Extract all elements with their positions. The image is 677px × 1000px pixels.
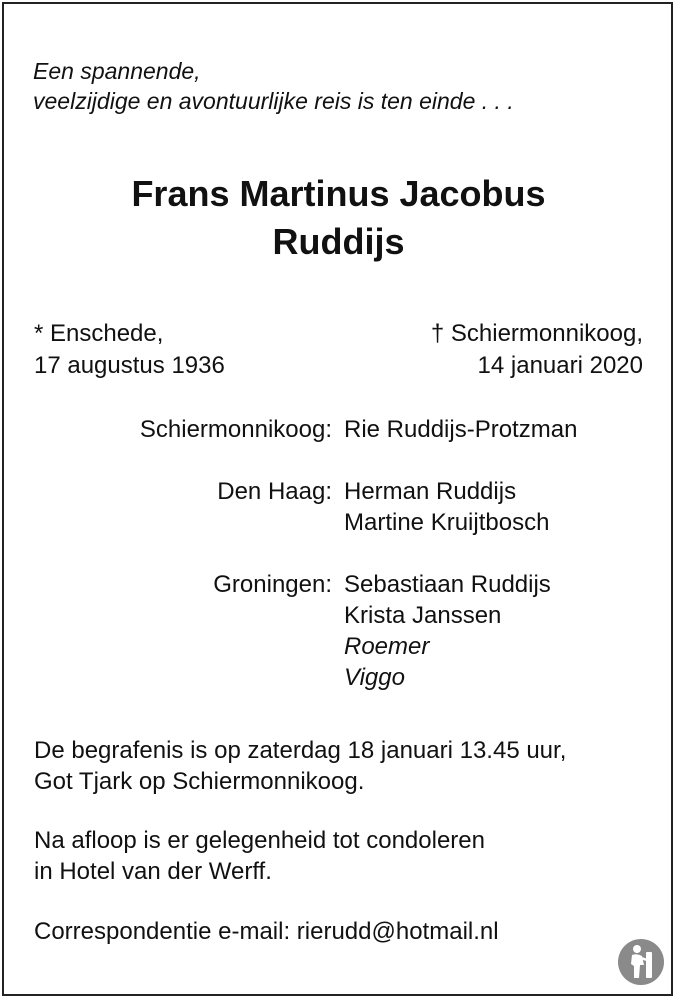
condolence-info — [34, 825, 485, 887]
memorial-figure-icon — [617, 938, 665, 986]
family-member: Martine Kruijtbosch — [344, 509, 550, 536]
condolence-line-1: Na afloop is er gelegenheid tot condoleren — [34, 827, 485, 854]
name-line-1: Frans Martinus Jacobus — [131, 173, 546, 214]
family-list — [0, 414, 677, 724]
grandchild-name: Roemer — [344, 633, 430, 660]
family-city: Schiermonnikoog: — [139, 416, 332, 443]
funeral-line-1: De begrafenis is op zaterdag 18 januari 13.45 uur, — [34, 737, 567, 764]
correspondence-info — [34, 916, 499, 947]
family-city: Den Haag: — [217, 478, 332, 505]
deceased-name — [0, 170, 677, 266]
family-member: Herman Ruddijs — [344, 478, 517, 505]
funeral-info — [34, 735, 566, 797]
intro-line-1: Een spannende, — [33, 58, 201, 84]
family-city: Groningen: — [213, 571, 332, 598]
family-member: Krista Janssen — [344, 602, 502, 629]
grandchild-name: Viggo — [344, 664, 405, 691]
intro-text — [33, 56, 514, 116]
birth-place: * Enschede, — [34, 320, 164, 347]
correspondence-email: Correspondentie e-mail: rierudd@hotmail.nl — [34, 918, 499, 945]
name-line-2: Ruddijs — [272, 221, 405, 262]
condolence-line-2: in Hotel van der Werff. — [34, 858, 272, 885]
family-group-schiermonnikoog — [0, 414, 677, 445]
death-date: 14 januari 2020 — [477, 352, 643, 379]
birth-date: 17 augustus 1936 — [34, 352, 225, 379]
family-member: Sebastiaan Ruddijs — [344, 571, 551, 598]
family-group-den-haag — [0, 476, 677, 538]
death-place: † Schiermonnikoog, — [430, 320, 643, 347]
intro-line-2: veelzijdige en avontuurlijke reis is ten einde . . . — [33, 88, 514, 114]
family-group-groningen — [0, 569, 677, 693]
family-member: Rie Ruddijs-Protzman — [344, 416, 578, 443]
birth-info — [34, 318, 225, 382]
funeral-line-2: Got Tjark op Schiermonnikoog. — [34, 768, 365, 795]
death-info — [431, 318, 643, 382]
